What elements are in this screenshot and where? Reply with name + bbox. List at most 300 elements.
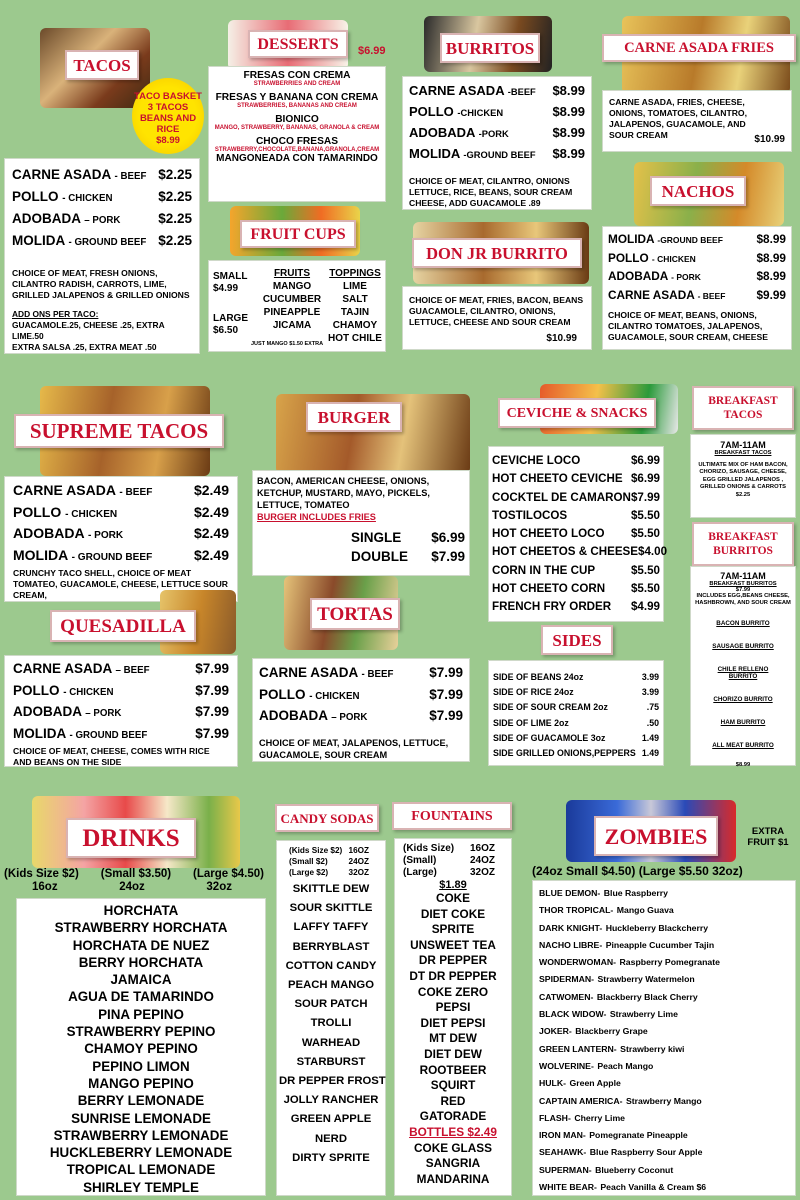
fountain-item: DIET PEPSI [420, 1015, 486, 1030]
burritos-item-name [409, 144, 536, 165]
zombie-item [539, 1126, 789, 1143]
tortas-menu-box [252, 658, 470, 762]
drinks-menu-box [16, 898, 266, 1196]
fountain-item: COKE [435, 891, 471, 905]
burritos-item-label: ADOBADA [409, 125, 475, 140]
ceviche-item-label: HOT CHEETO CEVICHE [492, 472, 623, 486]
quesadilla-item-label: CARNE ASADA [13, 661, 112, 676]
drink-item: BERRY LEMONADE [77, 1093, 205, 1109]
sides-item-row [493, 731, 659, 746]
sides-item-row [493, 685, 659, 700]
candy-soda-item: WARHEAD [301, 1036, 361, 1049]
tortas-item-price: $7.99 [429, 708, 463, 723]
desserts-price: $6.99 [358, 45, 386, 57]
zombie-flavor: Strawberry Watermelon [597, 974, 695, 985]
tacos-item-row [12, 187, 192, 209]
zombie-name: IRON MAN- [539, 1130, 586, 1141]
zombie-flavor: Strawberry kiwi [620, 1043, 685, 1054]
burger-item-name [351, 528, 401, 547]
burger-item-price: $6.99 [431, 530, 465, 545]
burritos-item-sub: -PORK [478, 129, 509, 139]
supreme-item-sub: - GROUND BEEF [71, 551, 153, 563]
drink-item: SHIRLEY TEMPLE [83, 1179, 199, 1195]
breakfast-burrito-item: HAM BURRITO [720, 718, 766, 726]
tortas-item-row [259, 663, 463, 685]
ceviche-item-row [492, 452, 660, 470]
zombie-item [539, 1143, 789, 1160]
quesadilla-item-sub: - GROUND BEEF [69, 729, 148, 741]
burritos-item-sub: -GROUND BEEF [463, 150, 536, 160]
ceviche-item-price: $5.50 [630, 563, 660, 577]
sides-item-label: SIDE OF SOUR CREAM 2oz [493, 702, 608, 713]
burger-fries-note: BURGER INCLUDES FRIES [257, 512, 376, 522]
fries-title: CARNE ASADA FRIES [602, 34, 796, 62]
burritos-item-name [409, 102, 503, 123]
zombie-name: WOLVERINE- [539, 1060, 594, 1071]
nachos-item-sub: - BEEF [697, 290, 726, 301]
zombie-item [539, 1178, 789, 1195]
tacos-item-name [12, 231, 146, 253]
nachos-item-sub: - CHICKEN [651, 253, 696, 264]
tortas-item-name [259, 685, 359, 707]
dessert-name: FRESAS CON CREMA [243, 70, 351, 81]
sides-item-row [493, 716, 659, 731]
zombies-menu-box [532, 880, 796, 1196]
ceviche-menu-box [488, 446, 668, 622]
breakfast-tacos-title: BREAKFAST TACOS [692, 386, 794, 430]
fountains-price: $1.89 [439, 879, 467, 891]
fountain-item: COKE ZERO [417, 984, 489, 999]
breakfast-burrito-item: BACON BURRITO [716, 619, 770, 627]
candy-soda-item: BERRYBLAST [292, 940, 370, 953]
drink-item: BERRY HORCHATA [78, 954, 204, 970]
drink-item: AGUA DE TAMARINDO [68, 989, 214, 1005]
desserts-title: DESSERTS [248, 30, 348, 58]
zombie-flavor: Blue Raspberry Sour Apple [589, 1147, 703, 1158]
dessert-sub: STRAWBERRY,CHOCOLATE,BANANA,GRANOLA,CREAM [214, 147, 380, 153]
sides-item-row [493, 746, 659, 761]
dessert-name: BIONICO [275, 114, 319, 125]
fountain-item: MT DEW [429, 1031, 477, 1046]
breakfast-burritos-box: 7AM-11AM BREAKFAST BURRITOS $7.99 INCLUDES EGG,BEANS CHEESE, HASHBROWN, AND SOUR CREAM BACON BURRITO SAUSAGE BURRITO CHILE RELLENO BURRITO CHORIZO BURRITO HAM BURRITO ALL MEAT BURRITO $8.99 [690, 566, 796, 766]
zombie-name: SUPERMAN- [539, 1164, 592, 1175]
ceviche-item-name [492, 562, 595, 580]
tortas-item-label: POLLO [259, 686, 306, 702]
sides-item-row [493, 670, 659, 685]
ceviche-item-row [492, 598, 660, 616]
fountains-menu-box [394, 838, 512, 1196]
fountain-item: PEPSI [435, 1000, 471, 1015]
nachos-item-name [608, 250, 696, 269]
toppings-heading: TOPPINGS [329, 268, 381, 279]
candy-soda-item: DR PEPPER FROST [279, 1075, 386, 1088]
drinks-sizes: (Kids Size $2) (Small $3.50) (Large $4.50) 16oz 24oz 32oz [4, 868, 264, 893]
candy-size-oz: 16OZ [348, 846, 369, 855]
ceviche-item-price: $6.99 [630, 472, 660, 486]
ceviche-item-name [492, 525, 605, 543]
zombie-name: JOKER- [539, 1026, 572, 1037]
tortas-item-price: $7.99 [429, 686, 463, 702]
tacos-item-name [12, 165, 146, 187]
nachos-item-label: MOLIDA [608, 232, 655, 246]
burritos-item-row [409, 81, 585, 102]
ceviche-item-label: COCKTEL DE CAMARON [492, 490, 631, 504]
burritos-item-sub: -BEEF [507, 87, 536, 97]
tortas-item-row [259, 706, 463, 728]
zombie-flavor: Huckleberry Blackcherry [605, 922, 709, 933]
fountain-item: GATORADE [419, 1109, 487, 1124]
nachos-menu-box [602, 226, 792, 350]
zombie-item [539, 988, 789, 1005]
candy-size-label: (Small $2) [289, 857, 328, 866]
drink-item: HORCHATA [103, 903, 179, 918]
supreme-item-row [13, 503, 229, 525]
burger-item-row [351, 528, 465, 547]
burritos-item-price: $8.99 [552, 83, 585, 98]
zombie-flavor: Strawberry Lime [609, 1009, 678, 1020]
zombie-name: BLACK WIDOW- [539, 1009, 607, 1020]
burritos-title: BURRITOS [440, 33, 540, 63]
fountains-size-label: (Large) [403, 867, 437, 878]
nachos-item-name [608, 268, 701, 287]
zombie-flavor: Blackberry Grape [575, 1026, 648, 1037]
tortas-item-row [259, 685, 463, 707]
tacos-item-label: POLLO [12, 189, 59, 204]
supreme-item-sub: - PORK [87, 530, 124, 541]
fountains-size-oz: 24OZ [469, 855, 495, 866]
burger-item-row [351, 547, 465, 566]
ceviche-item-label: HOT CHEETO CORN [492, 582, 606, 596]
tortas-item-price: $7.99 [429, 665, 463, 680]
quesadilla-item-sub: – PORK [85, 708, 122, 719]
tacos-item-price: $2.25 [158, 189, 192, 204]
bottle-item: COKE GLASS [414, 1140, 492, 1155]
quesadilla-item-label: ADOBADA [13, 704, 82, 719]
zombie-name: FLASH- [539, 1112, 571, 1123]
supreme-item-row [13, 481, 229, 503]
zombie-flavor: Cherry Lime [574, 1112, 626, 1123]
tacos-title: TACOS [65, 50, 139, 80]
quesadilla-item-name [13, 724, 147, 746]
drink-item: STRAWBERRY HORCHATA [54, 920, 228, 936]
fries-description: CARNE ASADA, FRIES, CHEESE, ONIONS, TOMATOES, CILANTRO, JALAPENOS, GUACAMOLE, AND SOUR CREAM [609, 97, 747, 140]
nachos-item-sub: -GROUND BEEF [657, 235, 723, 245]
dessert-sub: STRAWBERRIES AND CREAM [253, 81, 341, 87]
fountain-item: ROOTBEER [419, 1062, 487, 1077]
tortas-title: TORTAS [310, 598, 400, 630]
nachos-item-price: $8.99 [756, 250, 786, 265]
tacos-item-label: ADOBADA [12, 211, 81, 226]
ceviche-item-label: TOSTILOCOS [492, 508, 568, 522]
donjr-menu-box [402, 286, 592, 350]
sides-item-name [493, 700, 608, 715]
fountains-size-label: (Small) [403, 855, 437, 866]
sides-item-row [493, 700, 659, 715]
fries-price: $10.99 [754, 134, 785, 145]
supreme-item-name [13, 503, 117, 525]
quesadilla-title: QUESADILLA [50, 610, 196, 642]
burritos-item-row [409, 102, 585, 123]
tortas-item-label: CARNE ASADA [259, 665, 358, 680]
nachos-title: NACHOS [650, 176, 746, 206]
burritos-item-price: $8.99 [552, 125, 585, 140]
candy-soda-item: STARBURST [296, 1055, 366, 1068]
taco-basket-badge: TACO BASKET 3 TACOS BEANS AND RICE $8.99 [132, 78, 204, 154]
ceviche-item-price: $5.50 [630, 508, 660, 522]
supreme-item-name [13, 524, 123, 546]
zombie-name: DARK KNIGHT- [539, 922, 603, 933]
bottle-item: SANGRIA [425, 1156, 481, 1171]
donjr-description: CHOICE OF MEAT, FRIES, BACON, BEANS GUACAMOLE, CILANTRO, ONIONS, LETTUCE, CHEESE AND SOUR CREAM [409, 295, 584, 327]
candy-soda-item: SKITTLE DEW [292, 883, 370, 895]
topping-item: SALT [342, 294, 368, 305]
supreme-item-price: $2.49 [193, 525, 229, 541]
tacos-item-label: CARNE ASADA [12, 167, 111, 182]
ceviche-item-name [492, 580, 605, 598]
fruitcups-menu-box: SMALL $4.99 LARGE $6.50 FRUITS MANGO CUCUMBER PINEAPPLE JICAMA JUST MANGO $1.50 EXTRA TOPPINGS LIME SALT TAJIN CHAMOY HOT CHILE [208, 260, 386, 352]
supreme-item-name [13, 546, 152, 568]
zombie-name: SPIDERMAN- [539, 974, 595, 985]
zombie-name: CAPTAIN AMERICA- [539, 1095, 623, 1106]
burger-description: BACON, AMERICAN CHEESE, ONIONS, KETCHUP, MUSTARD, MAYO, PICKELS, LETTUCE, TOMATEO [257, 476, 430, 510]
sides-item-price: 3.99 [641, 672, 659, 682]
zombie-item [539, 1022, 789, 1039]
sides-item-label: SIDE GRILLED ONIONS,PEPPERS [493, 748, 636, 759]
drink-item: HUCKLEBERRY LEMONADE [49, 1145, 233, 1161]
sides-title: SIDES [541, 625, 613, 655]
fountain-item: RED [440, 1093, 466, 1108]
zombie-name: SEAHAWK- [539, 1147, 587, 1158]
tacos-item-price: $2.25 [158, 233, 192, 248]
fountain-item: UNSWEET TEA [410, 937, 496, 952]
tacos-item-row [12, 231, 192, 253]
sides-menu-box [488, 660, 664, 766]
ceviche-item-label: CORN IN THE CUP [492, 563, 596, 577]
fountains-size-row [403, 843, 509, 855]
fruit-item: JICAMA [272, 320, 312, 331]
burger-title: BURGER [306, 402, 402, 432]
dessert-sub: MANGO, STRAWBERRY, BANANAS, GRANOLA & CREAM [214, 125, 380, 131]
topping-item: TAJIN [340, 307, 370, 318]
tacos-item-name [12, 209, 120, 231]
supreme-description: CRUNCHY TACO SHELL, CHOICE OF MEAT TOMATEO, GUACAMOLE, CHEESE, LETTUCE SOUR CREAM, [13, 568, 229, 600]
burritos-item-price: $8.99 [552, 104, 585, 119]
burger-item-label: SINGLE [351, 530, 402, 545]
zombie-flavor: Blue Raspberry [603, 888, 668, 898]
burger-item-label: DOUBLE [351, 549, 408, 564]
ceviche-item-price: $7.99 [630, 490, 660, 504]
fountains-size-row [403, 855, 509, 867]
sides-item-label: SIDE OF LIME 2oz [493, 717, 569, 728]
drink-item: SUNRISE LEMONADE [71, 1110, 211, 1126]
drink-item: PEPINO LIMON [92, 1058, 190, 1074]
tacos-menu-box: CARNE ASADA - BEEF $2.25 POLLO - CHICKEN $2.25 ADOBADA – PORK $2.25 MOLIDA - GROUND BEEF $2.25 CHOICE OF MEAT, FRESH ONIONS, CILANTRO RADISH, CARROTS, LIME, GRILLED JALAPENOS & GRILLED ONIONS ADD ONS PER TACO: GUACAMOLE.25, CHEESE .25, EXTRA LIME.50 EXTRA SALSA .25, EXTRA MEAT .50 [4, 158, 200, 354]
tacos-item-price: $2.25 [158, 167, 192, 182]
zombies-extra: EXTRA FRUIT $1 [747, 826, 789, 848]
drink-item: CHAMOY PEPINO [84, 1041, 198, 1057]
candy-menu-box [276, 840, 386, 1196]
zombie-flavor: Pomegranate Pineapple [589, 1130, 688, 1141]
nachos-item-price: $8.99 [756, 269, 786, 283]
ceviche-item-row [492, 562, 660, 580]
sides-item-name [493, 746, 636, 761]
breakfast-burrito-item: CHILE RELLENO BURRITO [717, 665, 769, 680]
quesadilla-item-name [13, 681, 113, 703]
zombie-name: THOR TROPICAL- [539, 905, 614, 916]
quesadilla-menu-box [4, 655, 238, 767]
fries-menu-box [602, 90, 792, 152]
fountains-size-oz: 32OZ [469, 867, 495, 878]
ceviche-item-price: $4.99 [630, 600, 660, 614]
sides-item-name [493, 731, 605, 746]
burritos-item-price: $8.99 [552, 146, 585, 161]
burger-item-name [351, 547, 408, 566]
zombie-item [539, 1109, 789, 1126]
nachos-item-sub: - PORK [671, 272, 701, 282]
fountain-item: SPRITE [431, 922, 475, 937]
supreme-item-sub: - BEEF [119, 487, 153, 498]
nachos-item-label: POLLO [608, 250, 649, 265]
zombie-flavor: Mango Guava [616, 905, 674, 916]
zombie-name: CATWOMEN- [539, 991, 594, 1002]
tacos-item-sub: - BEEF [114, 171, 147, 182]
zombie-flavor: Peach Mango [597, 1060, 654, 1071]
zombie-item [539, 970, 789, 987]
burritos-item-row [409, 144, 585, 165]
zombies-title: ZOMBIES [594, 816, 718, 856]
candy-soda-item: LAFFY TAFFY [293, 921, 369, 934]
tortas-description: CHOICE OF MEAT, JALAPENOS, LETTUCE, GUACAMOLE, SOUR CREAM [259, 737, 449, 760]
candy-size-oz: 32OZ [348, 868, 369, 877]
ceviche-item-label: CEVICHE LOCO [492, 454, 581, 467]
zombie-item [539, 1057, 789, 1074]
candy-soda-item: JOLLY RANCHER [283, 1094, 379, 1107]
ceviche-item-name [492, 489, 631, 507]
supreme-item-row [13, 524, 229, 546]
quesadilla-item-name [13, 702, 121, 724]
zombie-item [539, 919, 789, 936]
quesadilla-item-label: MOLIDA [13, 725, 66, 741]
nachos-item-row [608, 231, 786, 250]
supreme-item-label: ADOBADA [13, 525, 85, 541]
ceviche-item-name [492, 543, 638, 561]
sides-item-price: .75 [646, 702, 659, 713]
supreme-menu-box [4, 476, 238, 602]
breakfast-burritos-title: BREAKFAST BURRITOS [692, 522, 794, 566]
zombie-flavor: Blackberry Black Cherry [596, 991, 698, 1002]
ceviche-item-row [492, 470, 660, 488]
zombie-item [539, 936, 789, 953]
zombie-item [539, 1040, 789, 1057]
candy-size-label: (Kids Size $2) [289, 846, 343, 855]
quesadilla-item-label: POLLO [13, 682, 60, 698]
burritos-item-label: MOLIDA [409, 146, 460, 161]
fountain-item: DIET DEW [424, 1046, 482, 1061]
dessert-sub: STRAWBERRIES, BANANAS AND CREAM [237, 103, 357, 109]
nachos-item-label: CARNE ASADA [608, 287, 695, 302]
tacos-description: CHOICE OF MEAT, FRESH ONIONS, CILANTRO RADISH, CARROTS, LIME, GRILLED JALAPENOS & GRILLED ONIONS [12, 268, 190, 300]
supreme-title: SUPREME TACOS [14, 414, 224, 448]
breakfast-burrito-item: ALL MEAT BURRITO [712, 741, 774, 749]
fountain-item: DR PEPPER [418, 953, 488, 968]
nachos-item-name [608, 231, 723, 250]
ceviche-item-row [492, 525, 660, 543]
tacos-item-row [12, 165, 192, 187]
quesadilla-item-price: $7.99 [195, 725, 229, 741]
candy-size-row [289, 845, 383, 856]
sides-item-label: SIDE OF BEANS 24oz [493, 672, 584, 682]
tacos-item-row [12, 209, 192, 231]
nachos-item-name [608, 287, 725, 306]
desserts-menu-box [208, 66, 386, 202]
fruit-item: CUCUMBER [262, 294, 322, 305]
drink-item: JAMAICA [110, 972, 172, 988]
nachos-description: CHOICE OF MEAT, BEANS, ONIONS, CILANTRO TOMATOES, JALAPENOS, GUACAMOLE, SOUR CREAM, CHEESE [608, 310, 768, 342]
ceviche-item-name [492, 452, 580, 470]
burger-menu-box [252, 470, 470, 576]
nachos-item-row [608, 287, 786, 306]
fountain-item: DT DR PEPPER [409, 968, 497, 983]
drink-item: TROPICAL LEMONADE [66, 1162, 216, 1178]
fountains-size-label: (Kids Size) [403, 843, 455, 854]
tortas-item-sub: – PORK [331, 712, 368, 723]
candy-size-row [289, 856, 383, 867]
zombies-sizes: (24oz Small $4.50) (Large $5.50 32oz) [532, 864, 743, 878]
fruits-heading: FRUITS [273, 268, 311, 279]
burger-item-price: $7.99 [431, 549, 465, 564]
supreme-item-label: CARNE ASADA [13, 482, 116, 498]
drink-item: STRAWBERRY PEPINO [66, 1024, 216, 1040]
burritos-item-name [409, 81, 536, 102]
ceviche-item-name [492, 470, 623, 488]
quesadilla-item-price: $7.99 [195, 661, 229, 676]
candy-soda-item: SOUR SKITTLE [289, 902, 373, 915]
ceviche-title: CEVICHE & SNACKS [498, 398, 656, 428]
quesadilla-item-row [13, 724, 229, 746]
candy-soda-item: COTTON CANDY [285, 959, 377, 972]
quesadilla-item-price: $7.99 [195, 704, 229, 719]
supreme-item-sub: - CHICKEN [65, 508, 118, 520]
tacos-item-label: MOLIDA [12, 233, 65, 248]
breakfast-burrito-item: CHORIZO BURRITO [713, 695, 773, 703]
candy-size-oz: 24OZ [348, 857, 369, 866]
fruit-item: MANGO [272, 281, 312, 292]
dessert-name: CHOCO FRESAS [255, 136, 339, 147]
fruit-item: PINEAPPLE [263, 307, 321, 318]
ceviche-item-label: FRENCH FRY ORDER [492, 600, 612, 614]
ceviche-item-price: $5.50 [630, 582, 660, 596]
ceviche-item-row [492, 507, 660, 525]
burritos-item-sub: -CHICKEN [457, 108, 504, 118]
quesadilla-item-sub: – BEEF [115, 665, 150, 676]
supreme-item-row [13, 546, 229, 568]
ceviche-item-label: HOT CHEETO LOCO [492, 527, 605, 541]
burritos-menu-box [402, 76, 592, 210]
donjr-price: $10.99 [546, 333, 577, 344]
fountains-size-oz: 16OZ [469, 843, 495, 854]
sides-item-price: 3.99 [641, 687, 659, 698]
quesadilla-description: CHOICE OF MEAT, CHEESE, COMES WITH RICE AND BEANS ON THE SIDE [13, 746, 210, 767]
zombie-item [539, 884, 789, 901]
zombie-flavor: Pineapple Cucumber Tajin [605, 939, 715, 950]
tortas-item-name [259, 663, 393, 685]
zombie-flavor: Green Apple [569, 1078, 621, 1089]
ceviche-item-name [492, 507, 567, 525]
dessert-name: FRESAS Y BANANA CON CREMA [215, 92, 379, 103]
zombie-flavor: Peach Vanilla & Cream $6 [600, 1182, 707, 1193]
tacos-item-sub: - GROUND BEEF [68, 237, 147, 248]
ceviche-item-price: $6.99 [630, 454, 660, 467]
